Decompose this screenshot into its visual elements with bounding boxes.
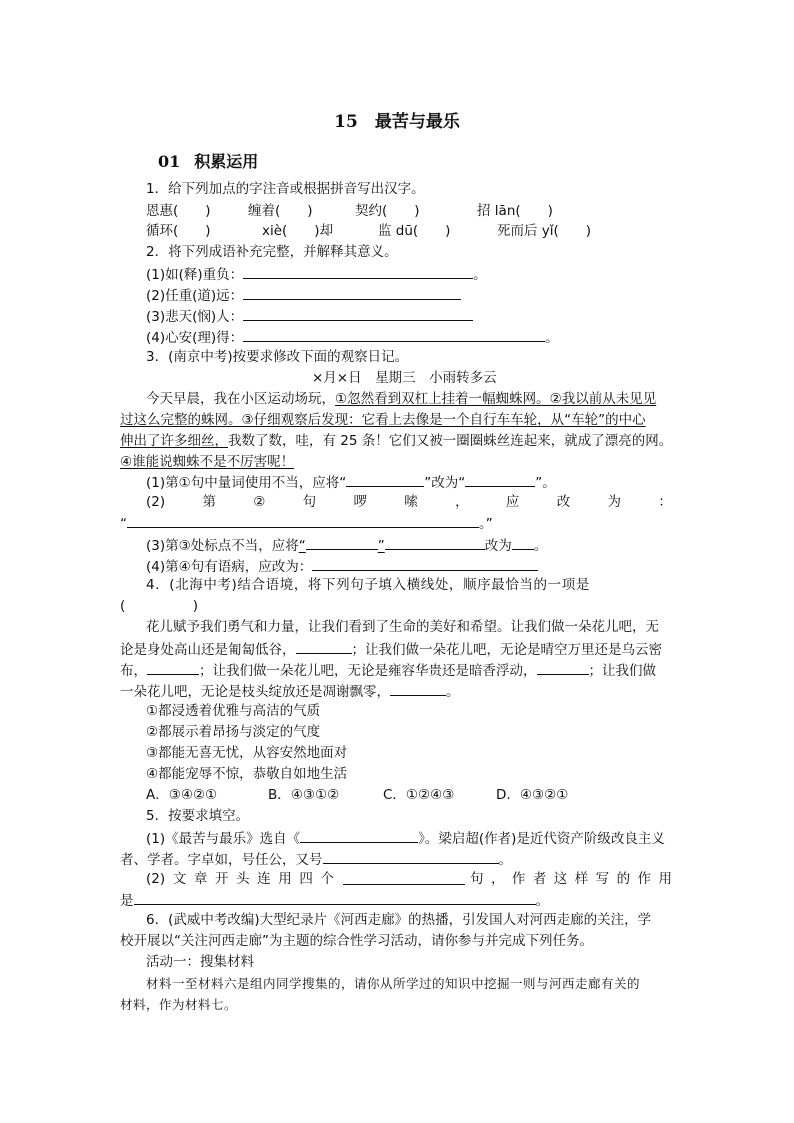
q1-item-1: 恩惠( ) <box>146 203 211 219</box>
answer-blank[interactable] <box>312 557 538 571</box>
answer-blank[interactable] <box>127 514 479 528</box>
q5-sub-2-cont: 是 。 <box>120 893 549 909</box>
q1-item-5: 循环( ) <box>146 223 211 239</box>
q3-sub-2-answer: “ 。” <box>120 516 493 532</box>
q5-sub-2-tail: 句 ， 作 者 这 样 写 的 作 用 <box>470 871 672 887</box>
q1-item-8: 死而后 yǐ( ) <box>497 223 592 239</box>
page-title: 15 最苦与最乐 <box>334 112 460 132</box>
q4-option-2: ②都展示着昂扬与淡定的气度 <box>146 724 321 740</box>
q5-sub-2: (2) 文 章 开 头 连 用 四 个 <box>146 871 334 887</box>
answer-blank[interactable] <box>243 328 545 342</box>
answer-blank[interactable] <box>323 850 499 864</box>
answer-blank[interactable] <box>243 286 461 300</box>
answer-blank[interactable] <box>243 265 473 279</box>
section-heading <box>158 149 258 172</box>
q4-option-1: ①都浸透着优雅与高洁的气质 <box>146 703 321 719</box>
q2-item-4: (4)心安(理)得： 。 <box>146 330 559 346</box>
q5-sub-1: (1)《最苦与最乐》选自《 》。梁启超(作者)是近代资产阶级改良主义 <box>146 831 665 847</box>
question-4-stem: 4．(北海中考)结合语境，将下列句子填入横线处，顺序最恰当的一项是 <box>146 577 590 593</box>
q1-item-7: 监 dū( ) <box>378 223 451 239</box>
q4-answer-bracket[interactable]: ( ) <box>120 598 199 614</box>
answer-blank[interactable] <box>346 473 424 487</box>
q3-sub-1: (1)第①句中量词使用不当，应将“ ”改为“ ”。 <box>146 475 556 491</box>
q2-item-3: (3)悲天(悯)人： <box>146 307 473 326</box>
answer-blank[interactable] <box>296 640 352 654</box>
q4-passage-line-4: 一朵花儿吧，无论是枝头绽放还是凋谢飘零， 。 <box>120 684 460 700</box>
q5-sub-1-cont: 者、学者。字卓如，号任公，又号 。 <box>120 852 512 868</box>
material-note-line-1: 材料一至材料六是组内同学搜集的，请你从所学过的知识中挖掘一则与河西走廊有关的 <box>146 976 641 991</box>
q1-item-6: xiè( )却 <box>262 223 334 239</box>
q5-sub-2-blank <box>343 871 465 890</box>
answer-blank[interactable] <box>512 536 534 550</box>
answer-blank[interactable] <box>537 661 589 675</box>
q4-passage-line-1: 花儿赋予我们勇气和力量，让我们看到了生命的美好和希望。让我们做一朵花儿吧，无 <box>146 619 659 635</box>
q1-item-4: 招 lān( ) <box>477 203 553 219</box>
answer-blank[interactable] <box>147 661 199 675</box>
q4-choice-d[interactable]: D．④③②① <box>496 787 569 803</box>
question-3-stem: 3．(南京中考)按要求修改下面的观察日记。 <box>146 349 409 365</box>
q4-choice-c[interactable]: C．①②④③ <box>383 787 455 803</box>
q3-sub-3: (3)第③处标点不当，应将“ ” 改为 。 <box>146 538 548 554</box>
q1-item-2: 缠着( ) <box>248 203 313 219</box>
q2-item-2: (2)任重(道)远： <box>146 286 461 305</box>
answer-blank[interactable] <box>243 307 473 321</box>
q2-item-1: (1)如(释)重负： 。 <box>146 267 487 283</box>
question-5-stem: 5．按要求填空。 <box>146 808 250 824</box>
section-label: 积累运用 <box>194 152 259 171</box>
q4-option-4: ④都能宠辱不惊，恭敬自如地生活 <box>146 766 348 782</box>
question-1-stem: 1．给下列加点的字注音或根据拼音写出汉字。 <box>146 181 425 197</box>
q4-passage-line-3: 布， ；让我们做一朵花儿吧，无论是雍容华贵还是暗香浮动， ；让我们做 <box>120 663 656 679</box>
q4-choice-b[interactable]: B．④③①② <box>268 787 340 803</box>
answer-blank[interactable] <box>306 536 378 550</box>
q4-option-3: ③都能无喜无忧，从容安然地面对 <box>146 745 348 761</box>
answer-blank[interactable] <box>465 473 535 487</box>
answer-blank[interactable] <box>134 891 536 905</box>
question-6-stem: 6．(武威中考改编)大型纪录片《河西走廊》的热播，引发国人对河西走廊的关注，学 <box>146 912 652 928</box>
answer-blank[interactable] <box>300 829 418 843</box>
question-2-stem: 2．将下列成语补充完整，并解释其意义。 <box>146 244 398 260</box>
section-number: 01 <box>158 152 181 171</box>
diary-line-1: 今天早晨，我在小区运动场玩，①忽然看到双杠上挂着一幅蜘蛛网。②我以前从未见见 <box>146 391 657 407</box>
material-note-line-2: 材料，作为材料七。 <box>120 997 238 1012</box>
q4-passage-line-2: 论是身处高山还是匍匐低谷， ；让我们做一朵花儿吧，无论是晴空万里还是乌云密 <box>120 642 662 658</box>
activity-heading: 活动一：搜集材料 <box>146 954 254 970</box>
answer-blank[interactable] <box>343 871 465 885</box>
diary-dateline: ×月×日 星期三 小雨转多云 <box>312 370 497 386</box>
diary-line-4: ④谁能说蜘蛛不是不厉害呢！ <box>120 454 295 470</box>
q3-sub-4: (4)第④句有语病，应改为： <box>146 557 538 576</box>
q1-item-3: 契约( ) <box>355 203 420 219</box>
question-6-stem-cont: 校开展以“关注河西走廊”为主题的综合性学习活动，请你参与并完成下列任务。 <box>120 933 593 949</box>
answer-blank[interactable] <box>390 682 446 696</box>
diary-line-3: 伸出了许多细丝，我数了数，哇，有 25 条！它们又被一圈圈蛛丝连起来，就成了漂亮的网。 <box>120 433 673 449</box>
answer-blank[interactable] <box>385 536 485 550</box>
q4-choice-a[interactable]: A．③④②① <box>146 787 218 803</box>
diary-line-2: 过这么完整的蛛网。③仔细观察后发现：它看上去像是一个自行车车轮，从“车轮”的中心 <box>120 412 646 428</box>
q3-sub-2: (2) 第 ② 句 啰 嗦 ， 应 改 为 ： <box>146 494 672 510</box>
